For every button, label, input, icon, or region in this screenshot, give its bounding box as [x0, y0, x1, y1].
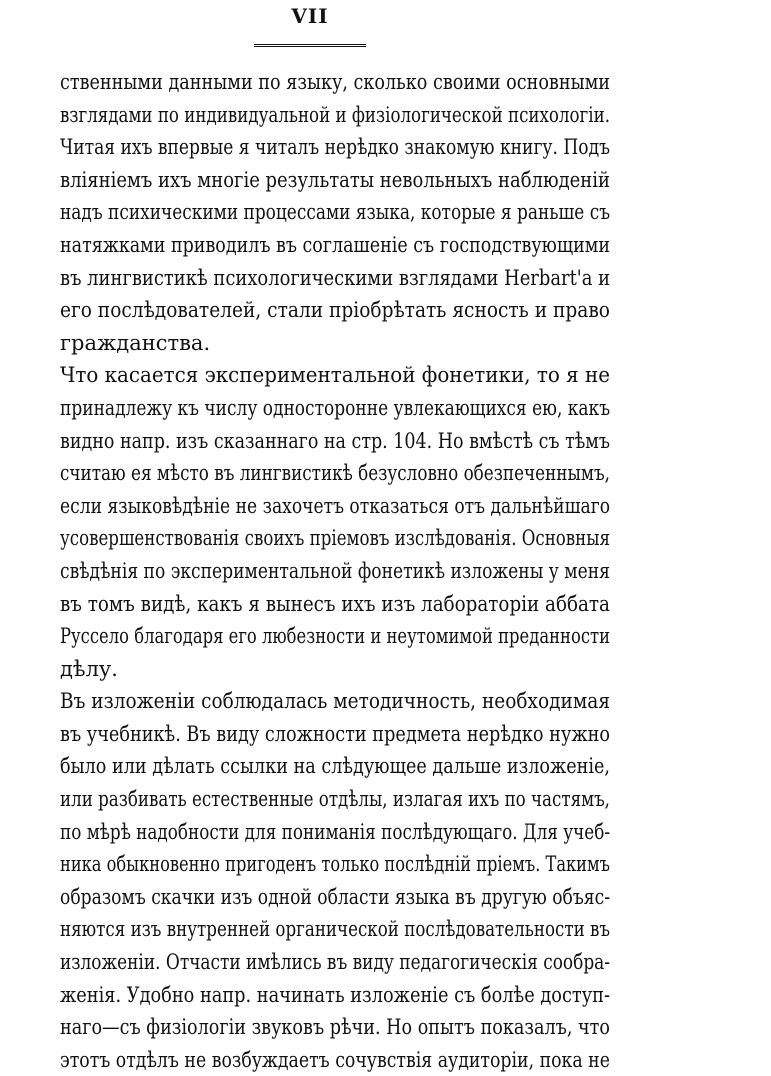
text-line: гражданства. [60, 330, 211, 355]
page-number: VII [291, 4, 329, 28]
text-line: ственными данными по языку, сколько своими основными [60, 70, 611, 94]
text-line: Что касается экспериментальной фонетики, то я не [60, 363, 610, 388]
text-line: его послѣдователей, стали прiобрѣтать ясность и право [60, 298, 610, 323]
text-line: взглядами по индивидуальной и физiологической психологiи. [60, 102, 611, 127]
text-line: дѣлу. [60, 656, 118, 681]
text-line: или разбивать естественные отдѣлы, излагая ихъ по частямъ, [60, 787, 610, 812]
text-line: наго—съ физiологiи звуковъ рѣчи. Но опытъ показалъ, что [60, 1015, 611, 1040]
text-line: этотъ отдѣлъ не возбуждаетъ сочувствiя аудиторiи, пока не [60, 1047, 610, 1072]
header-rule [254, 44, 366, 47]
text-line: образомъ скачки изъ одной области языка въ другую объяс- [60, 884, 610, 909]
text-line: въ лингвистикѣ психологическими взглядами Herbart'а и [60, 265, 611, 290]
text-line: было или дѣлать ссылки на слѣдующее дальше изложенiе, [60, 754, 611, 779]
text-line: няются изъ внутренней органической послѣдовательности въ [60, 917, 611, 942]
text-line: Читая ихъ впервые я читалъ нерѣдко знакомую книгу. Подъ [60, 135, 611, 160]
text-line: по мѣрѣ надобности для пониманiя послѣдующаго. Для учеб- [60, 819, 611, 844]
text-line: въ учебникѣ. Въ виду сложности предмета нерѣдко нужно [60, 721, 611, 746]
text-line: если языковѣдѣнiе не захочетъ отказаться отъ дальнѣйшаго [60, 493, 611, 518]
text-line: натяжками приводилъ въ соглашенiе съ господствующими [60, 232, 611, 257]
text-line: видно напр. изъ сказаннаго на стр. 104. Но вмѣстѣ съ тѣмъ [60, 428, 611, 453]
text-line: ника обыкновенно пригоденъ только послѣднiй прiемъ. Такимъ [60, 852, 610, 877]
text-line: усовершенствованiя своихъ прiемовъ изслѣдованiя. Основныя [60, 526, 610, 551]
text-line: принадлежу къ числу односторонне увлекающихся ею, какъ [60, 395, 611, 420]
text-line: Въ изложенiи соблюдалась методичность, необходимая [60, 689, 611, 714]
text-line: надъ психическими процессами языка, которые я раньше съ [60, 200, 610, 225]
text-line: свѣдѣнiя по экспериментальной фонетикѣ изложены у меня [60, 558, 610, 583]
text-line: женiя. Удобно напр. начинать изложенiе съ болѣе доступ- [60, 982, 610, 1007]
text-line: въ томъ видѣ, какъ я вынесъ ихъ изъ лабораторiи аббата [60, 591, 610, 616]
text-line: изложенiи. Отчасти имѣлись въ виду педагогическiя сообра- [60, 950, 611, 975]
body-text [60, 66, 610, 1076]
text-line: влiянiемъ ихъ многiе результаты невольныхъ наблюденiй [60, 167, 610, 192]
text-line: Руссело благодаря его любезности и неутомимой преданности [60, 624, 610, 649]
text-line: считаю ея мѣсто въ лингвистикѣ безусловно обезпеченнымъ, [60, 461, 610, 486]
